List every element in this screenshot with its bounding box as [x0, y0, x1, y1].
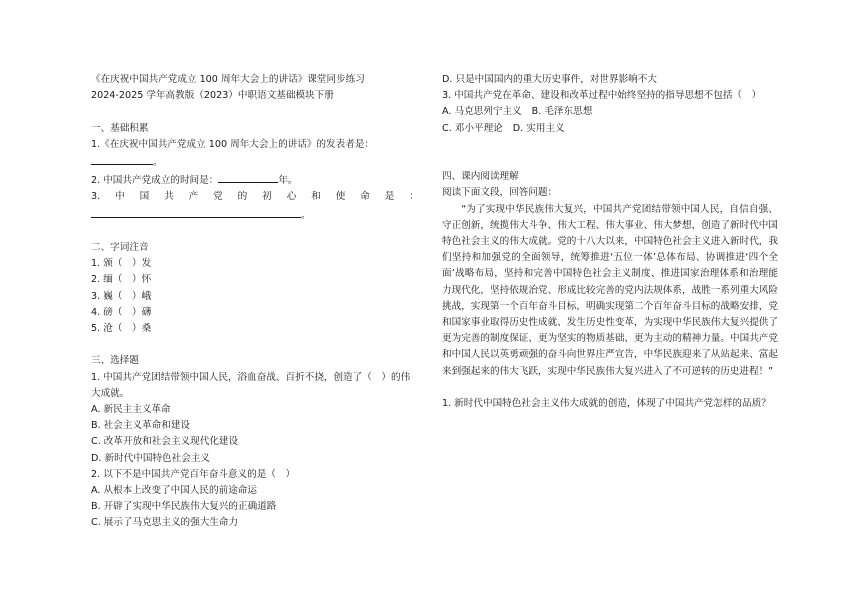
choice-option: B. 开辟了实现中华民族伟大复兴的正确道路	[91, 501, 277, 513]
question-mission	[91, 189, 419, 205]
answer-end-mission: 。	[301, 209, 311, 221]
question-founding-date-text: 2. 中国共产党成立的时间是：	[91, 175, 219, 187]
mission-char: ：	[409, 191, 419, 203]
section-heading-basics: 一、基础积累	[91, 122, 149, 134]
mission-char: 使	[335, 191, 346, 203]
choice-question-3-stem: 3. 中国共产党在革命、建设和改革过程中始终坚持的指导思想不包括（ ）	[442, 90, 762, 102]
choice-options-row	[442, 121, 778, 137]
section-heading-reading: 四、课内阅读理解	[442, 171, 519, 183]
pinyin-item: 5. 沧（ ）桑	[91, 323, 152, 335]
reading-instruction: 阅读下面文段，回答问题：	[442, 187, 558, 199]
pinyin-item: 2. 缅（ ）怀	[91, 274, 152, 286]
choice-option: B. 社会主义革命和建设	[91, 420, 191, 432]
page-subtitle: 2024-2025 学年高教版（2023）中职语文基础模块下册	[91, 90, 334, 102]
section-heading-pinyin: 二、字词注音	[91, 242, 149, 253]
choice-option: C. 改革开放和社会主义现代化建设	[91, 436, 239, 448]
pinyin-item: 3. 巍（ ）峨	[91, 290, 152, 302]
choice-option: B. 毛泽东思想	[531, 106, 593, 118]
mission-char: 初	[262, 191, 272, 203]
choice-option: D. 只是中国国内的重大历史事件，对世界影响不大	[442, 74, 657, 85]
mission-char: 和	[311, 191, 321, 203]
mission-char: 共	[164, 191, 174, 203]
pinyin-item: 4. 磅（ ）礴	[91, 306, 152, 318]
left-column	[91, 72, 419, 532]
section-heading-choice: 三、选择题	[91, 355, 139, 367]
answer-blank-mission[interactable]	[91, 206, 301, 218]
choice-question-2-stem: 2. 以下不是中国共产党百年奋斗意义的是（ ）	[91, 468, 296, 480]
choice-options-row	[442, 104, 778, 120]
right-column	[442, 72, 778, 412]
pinyin-item: 1. 颁（ ）发	[91, 258, 152, 270]
answer-blank-speaker[interactable]	[91, 153, 153, 165]
reading-question-1: 1. 新时代中国特色社会主义伟大成就的创造，体现了中国共产党怎样的品质？	[442, 398, 771, 410]
question-speaker	[91, 137, 419, 153]
mission-char: 的	[237, 191, 248, 203]
mission-char: 3.	[91, 191, 101, 203]
mission-char: 国	[139, 191, 150, 203]
mission-char: 命	[360, 191, 370, 203]
answer-line-mission[interactable]	[91, 206, 419, 224]
mission-char: 产	[188, 191, 199, 203]
answer-end-founding-date: 年。	[278, 175, 298, 187]
reading-passage: “为了实现中华民族伟大复兴，中国共产党团结带领中国人民，自信自强、守正创新，统揽伟大斗争、伟大工程、伟大事业、伟大梦想，创造了新时代中国特色社会主义的伟大成就。党的十八大以来，中国特色社会主义进入新时代，我们坚持和加强党的全面领导，统筹推进‘五位一体’总体布局、协调推进‘四个全面’战略布局，坚持和完善中国特色社会主义制度、推进国家治理体系和治理能力现代化，坚持依规治党、形成比较完善的党内法规体系，战胜一系列重大风险挑战，实现第一个百年奋斗目标，明确实现第二个百年奋斗目标的战略安排，党和国家事业取得历史性成就、发生历史性变革，为实现中华民族伟大复兴提供了更为完善的制度保证、更为坚实的物质基础、更为主动的精神力量。中国共产党和中国人民以英勇顽强的奋斗向世界庄严宣告，中华民族迎来了从站起来、富起来到强起来的伟大飞跃，实现中华民族伟大复兴进入了不可逆转的历史进程！”	[442, 203, 778, 377]
question-speaker-text: 1.《在庆祝中国共产党成立 100 周年大会上的讲话》的发表者是：	[91, 138, 375, 150]
page-title: 《在庆祝中国共产党成立 100 周年大会上的讲话》课堂同步练习	[91, 74, 365, 85]
mission-char: 党	[213, 191, 223, 203]
answer-end-speaker: 。	[153, 157, 163, 168]
mission-char: 心	[286, 191, 297, 203]
choice-question-1-stem: 1. 中国共产党团结带领中国人民，浴血奋战、百折不挠，创造了（ ）的伟大成就。	[91, 371, 411, 399]
choice-option: A. 新民主主义革命	[91, 404, 171, 416]
choice-option: C. 邓小平理论	[442, 122, 503, 134]
answer-blank-founding-date[interactable]	[218, 171, 278, 183]
question-founding-date	[91, 171, 419, 189]
choice-option: A. 马克思列宁主义	[442, 106, 522, 118]
answer-line-speaker[interactable]	[91, 153, 419, 171]
choice-option: C. 展示了马克思主义的强大生命力	[91, 517, 239, 529]
choice-option: D. 实用主义	[512, 122, 565, 134]
mission-char: 中	[115, 191, 125, 203]
choice-option: D. 新时代中国特色社会主义	[91, 452, 211, 464]
mission-char: 是	[384, 191, 395, 203]
choice-option: A. 从根本上改变了中国人民的前途命运	[91, 485, 257, 497]
